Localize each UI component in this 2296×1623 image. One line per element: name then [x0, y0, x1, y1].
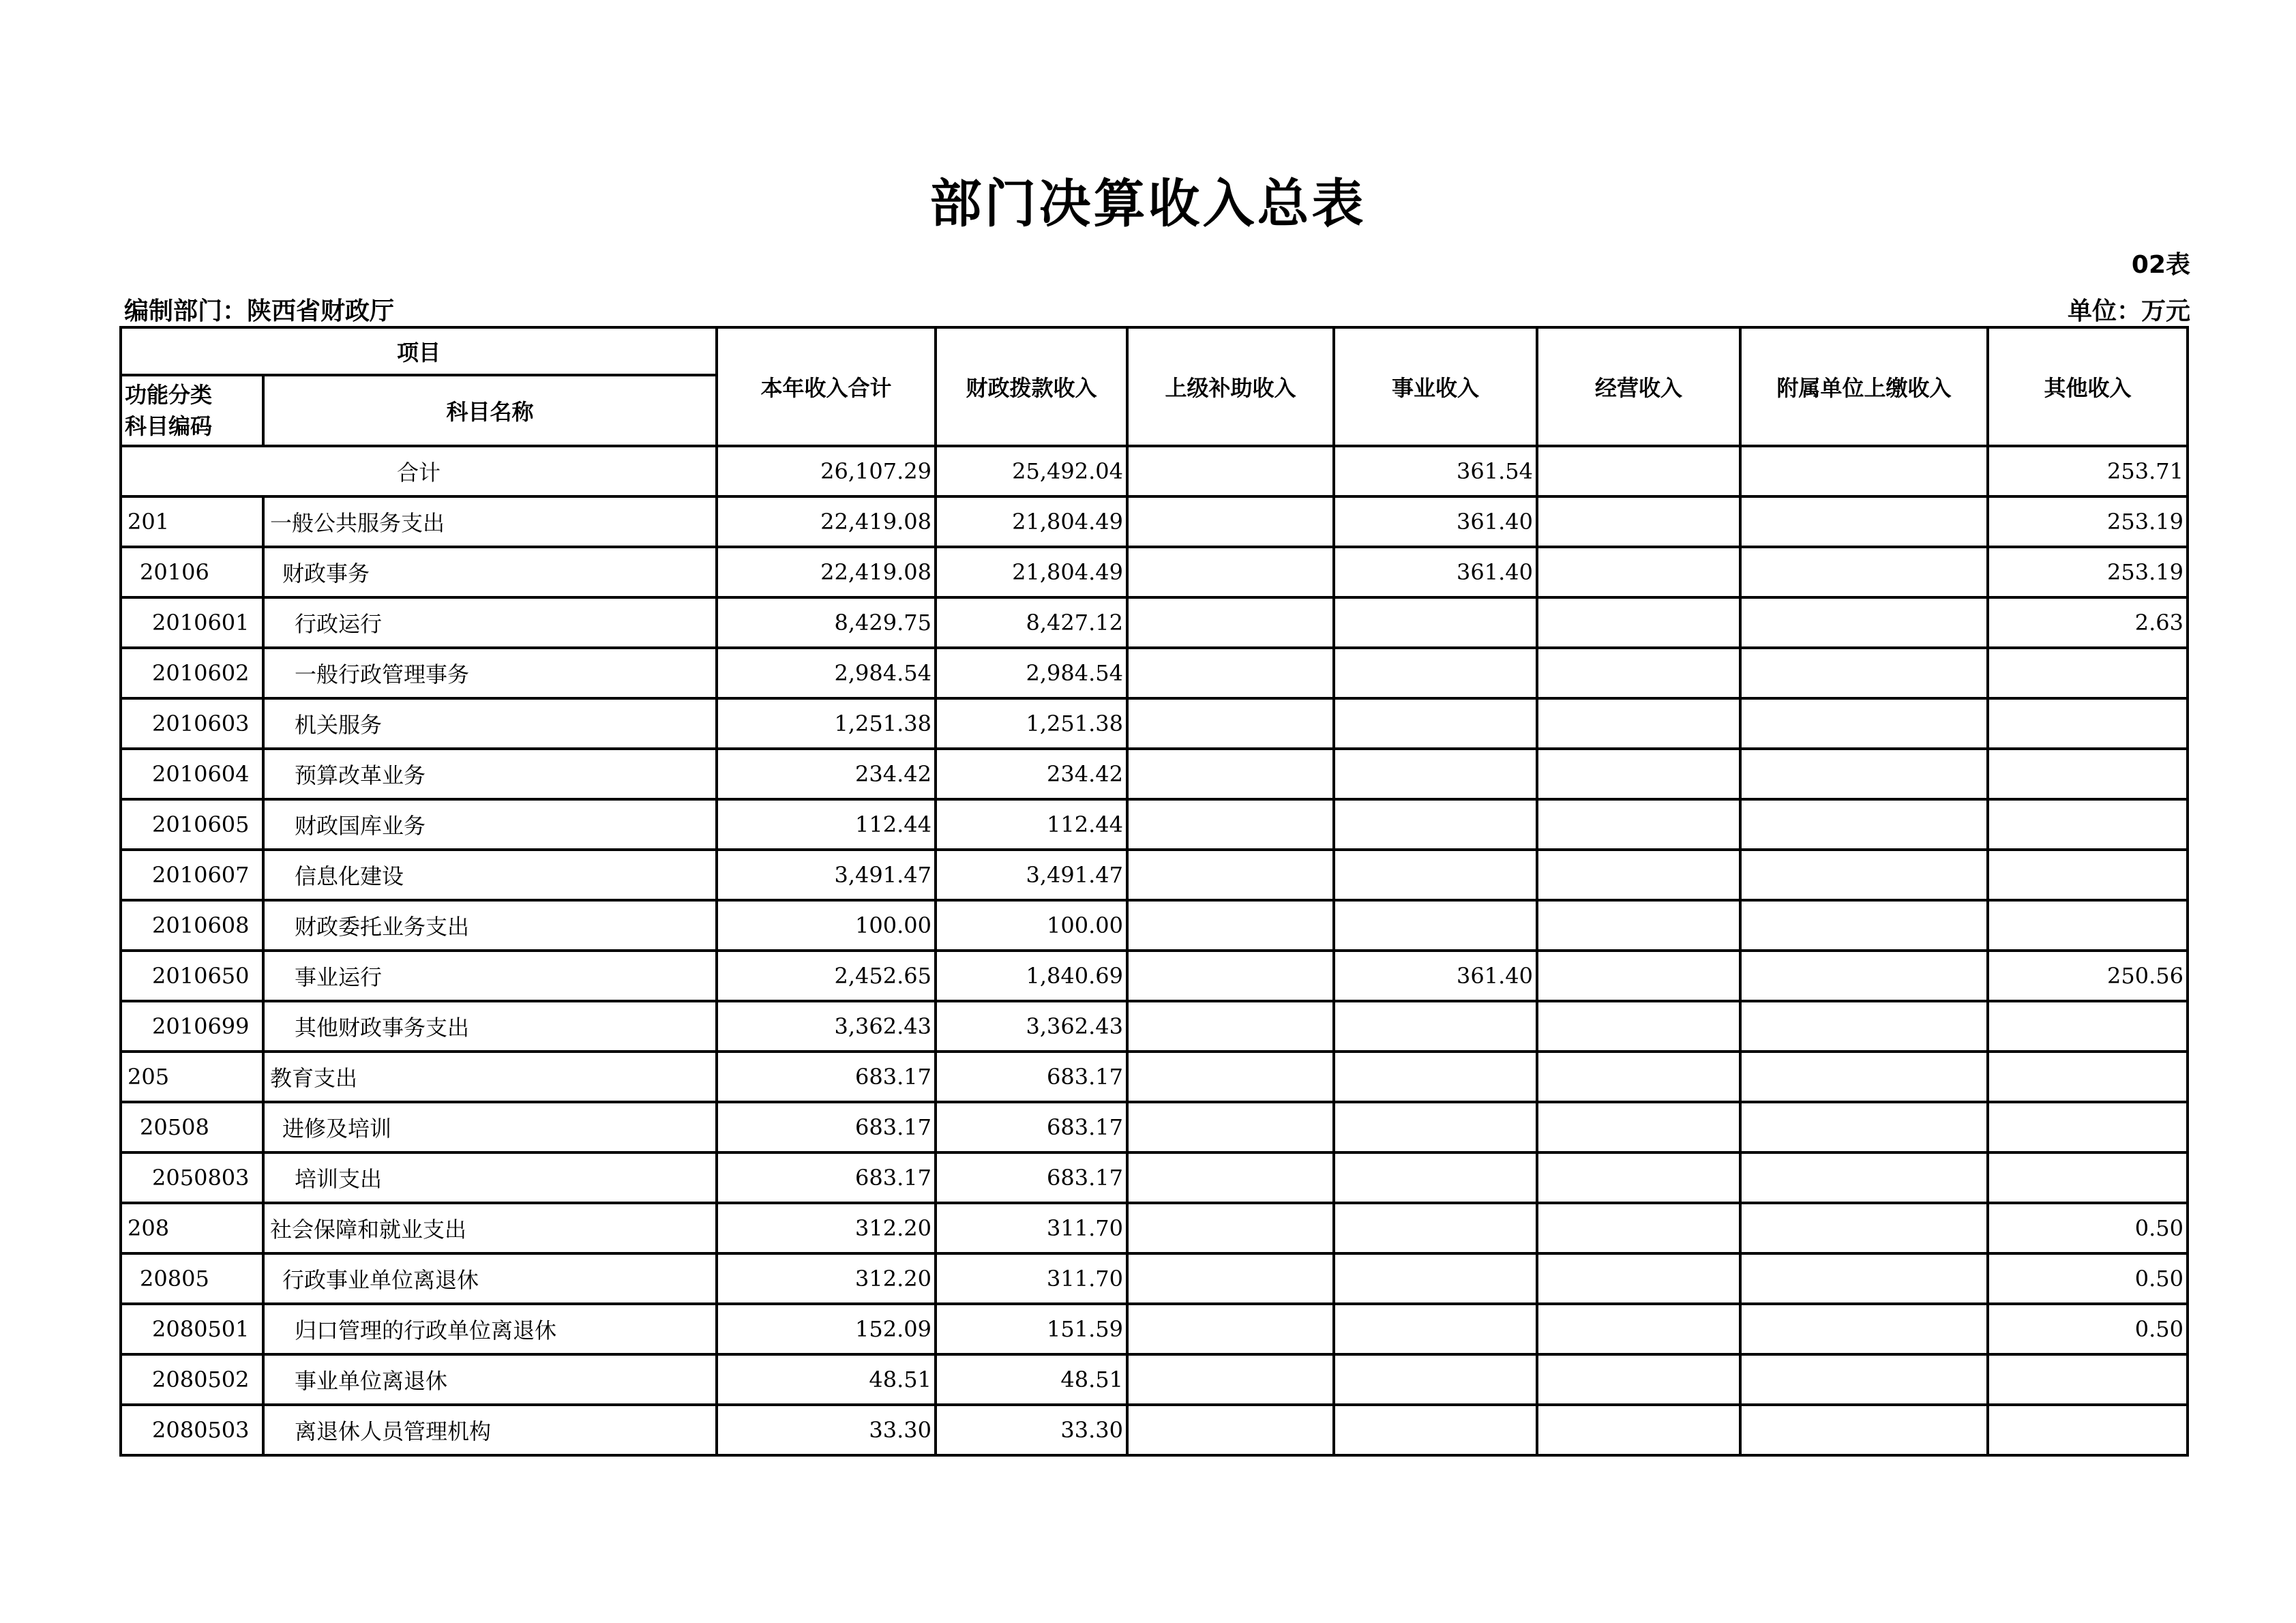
subject-name: 财政国库业务: [263, 799, 717, 850]
amount-cell: 0.50: [1988, 1304, 2188, 1354]
subject-name: 机关服务: [263, 698, 717, 749]
amount-cell: 21,804.49: [936, 496, 1127, 547]
amount-cell: [1537, 496, 1740, 547]
amount-cell: 0.50: [1988, 1253, 2188, 1304]
amount-cell: [1537, 547, 1740, 597]
total-cell: [1127, 446, 1334, 496]
amount-cell: 8,427.12: [936, 597, 1127, 648]
subject-name: 事业运行: [263, 951, 717, 1001]
amount-cell: [1334, 1052, 1537, 1102]
amount-cell: 253.19: [1988, 547, 2188, 597]
table-row: [121, 1304, 2188, 1354]
amount-cell: [1537, 1203, 1740, 1253]
table-row: [121, 1354, 2188, 1405]
amount-cell: 0.50: [1988, 1203, 2188, 1253]
amount-cell: 3,362.43: [717, 1001, 936, 1052]
amount-cell: 683.17: [717, 1102, 936, 1152]
amount-cell: [1740, 496, 1988, 547]
subject-code: 2010604: [121, 749, 263, 799]
table-row: [121, 900, 2188, 951]
amount-cell: 234.42: [717, 749, 936, 799]
amount-cell: [1537, 1001, 1740, 1052]
total-cell: [1537, 446, 1740, 496]
table-row: [121, 496, 2188, 547]
table-row: [121, 1203, 2188, 1253]
table-row: [121, 850, 2188, 900]
total-cell: 361.54: [1334, 446, 1537, 496]
header-col-superior: 上级补助收入: [1127, 327, 1334, 446]
amount-cell: [1537, 648, 1740, 698]
amount-cell: [1127, 1152, 1334, 1203]
amount-cell: [1127, 1001, 1334, 1052]
amount-cell: [1127, 1405, 1334, 1455]
subject-code: 2010608: [121, 900, 263, 951]
amount-cell: 1,840.69: [936, 951, 1127, 1001]
amount-cell: [1740, 900, 1988, 951]
amount-cell: 683.17: [936, 1152, 1127, 1203]
amount-cell: [1740, 1052, 1988, 1102]
table-row: [121, 1052, 2188, 1102]
header-name: 科目名称: [263, 375, 717, 446]
amount-cell: 253.19: [1988, 496, 2188, 547]
total-label: 合计: [121, 446, 717, 496]
subject-code: 2010601: [121, 597, 263, 648]
subject-code: 20508: [121, 1102, 263, 1152]
amount-cell: [1988, 1354, 2188, 1405]
subject-code: 2010605: [121, 799, 263, 850]
amount-cell: 8,429.75: [717, 597, 936, 648]
amount-cell: 21,804.49: [936, 547, 1127, 597]
amount-cell: 3,362.43: [936, 1001, 1127, 1052]
amount-cell: [1740, 850, 1988, 900]
amount-cell: 683.17: [717, 1152, 936, 1203]
header-code-line2: 科目编码: [125, 413, 213, 439]
subject-code: 201: [121, 496, 263, 547]
table-row: [121, 698, 2188, 749]
subject-name: 一般行政管理事务: [263, 648, 717, 698]
amount-cell: [1537, 951, 1740, 1001]
subject-code: 2010603: [121, 698, 263, 749]
table-row: [121, 799, 2188, 850]
amount-cell: [1127, 1253, 1334, 1304]
amount-cell: [1988, 1405, 2188, 1455]
amount-cell: [1537, 850, 1740, 900]
amount-cell: [1127, 1052, 1334, 1102]
amount-cell: [1537, 799, 1740, 850]
subject-code: 2010602: [121, 648, 263, 698]
total-row: [121, 446, 2188, 496]
amount-cell: [1537, 1102, 1740, 1152]
subject-name: 财政事务: [263, 547, 717, 597]
total-cell: 25,492.04: [936, 446, 1127, 496]
amount-cell: 33.30: [936, 1405, 1127, 1455]
amount-cell: [1127, 749, 1334, 799]
amount-cell: [1740, 1001, 1988, 1052]
amount-cell: [1537, 1052, 1740, 1102]
subject-name: 财政委托业务支出: [263, 900, 717, 951]
amount-cell: [1127, 1304, 1334, 1354]
subject-code: 2010607: [121, 850, 263, 900]
amount-cell: [1537, 749, 1740, 799]
header-col-fiscal: 财政拨款收入: [936, 327, 1127, 446]
amount-cell: [1740, 951, 1988, 1001]
amount-cell: [1334, 597, 1537, 648]
amount-cell: 48.51: [717, 1354, 936, 1405]
amount-cell: [1127, 951, 1334, 1001]
total-cell: 253.71: [1988, 446, 2188, 496]
amount-cell: 1,251.38: [717, 698, 936, 749]
amount-cell: [1127, 698, 1334, 749]
amount-cell: [1537, 698, 1740, 749]
amount-cell: 100.00: [936, 900, 1127, 951]
amount-cell: 112.44: [717, 799, 936, 850]
income-summary-table: [119, 326, 2189, 1457]
subject-name: 离退休人员管理机构: [263, 1405, 717, 1455]
amount-cell: [1334, 1304, 1537, 1354]
amount-cell: 2,984.54: [936, 648, 1127, 698]
amount-cell: 151.59: [936, 1304, 1127, 1354]
amount-cell: 2,984.54: [717, 648, 936, 698]
table-row: [121, 1001, 2188, 1052]
table-row: [121, 1405, 2188, 1455]
amount-cell: [1740, 1354, 1988, 1405]
amount-cell: [1988, 1152, 2188, 1203]
subject-name: 一般公共服务支出: [263, 496, 717, 547]
amount-cell: 22,419.08: [717, 547, 936, 597]
amount-cell: [1127, 1354, 1334, 1405]
total-cell: 26,107.29: [717, 446, 936, 496]
amount-cell: [1334, 799, 1537, 850]
amount-cell: [1740, 799, 1988, 850]
amount-cell: [1988, 698, 2188, 749]
amount-cell: [1334, 1354, 1537, 1405]
amount-cell: [1988, 749, 2188, 799]
amount-cell: 234.42: [936, 749, 1127, 799]
amount-cell: [1740, 1203, 1988, 1253]
subject-name: 教育支出: [263, 1052, 717, 1102]
amount-cell: [1988, 900, 2188, 951]
amount-cell: 312.20: [717, 1253, 936, 1304]
table-row: [121, 1152, 2188, 1203]
subject-code: 20106: [121, 547, 263, 597]
amount-cell: [1334, 1203, 1537, 1253]
subject-code: 2010650: [121, 951, 263, 1001]
amount-cell: 2,452.65: [717, 951, 936, 1001]
subject-name: 信息化建设: [263, 850, 717, 900]
unit-label: 单位：万元: [2067, 297, 2190, 325]
amount-cell: [1127, 496, 1334, 547]
amount-cell: [1740, 1152, 1988, 1203]
amount-cell: [1740, 1253, 1988, 1304]
compiling-department: 编制部门：陕西省财政厅: [124, 297, 395, 325]
amount-cell: [1740, 597, 1988, 648]
amount-cell: 33.30: [717, 1405, 936, 1455]
amount-cell: 48.51: [936, 1354, 1127, 1405]
amount-cell: [1537, 1253, 1740, 1304]
subject-code: 2050803: [121, 1152, 263, 1203]
amount-cell: 361.40: [1334, 496, 1537, 547]
amount-cell: [1537, 1354, 1740, 1405]
header-row-1: [121, 327, 2188, 375]
total-cell: [1740, 446, 1988, 496]
amount-cell: [1127, 648, 1334, 698]
amount-cell: [1537, 597, 1740, 648]
amount-cell: [1334, 1152, 1537, 1203]
header-col-business: 事业收入: [1334, 327, 1537, 446]
table-row: [121, 749, 2188, 799]
amount-cell: [1334, 1405, 1537, 1455]
amount-cell: 361.40: [1334, 547, 1537, 597]
amount-cell: 1,251.38: [936, 698, 1127, 749]
subject-code: 2080502: [121, 1354, 263, 1405]
amount-cell: [1740, 698, 1988, 749]
subject-name: 归口管理的行政单位离退休: [263, 1304, 717, 1354]
header-code-line1: 功能分类: [125, 382, 213, 408]
table-row: [121, 1102, 2188, 1152]
header-col-operating: 经营收入: [1537, 327, 1740, 446]
subject-name: 进修及培训: [263, 1102, 717, 1152]
subject-name: 其他财政事务支出: [263, 1001, 717, 1052]
header-code: [121, 375, 263, 446]
subject-name: 行政事业单位离退休: [263, 1253, 717, 1304]
subject-code: 208: [121, 1203, 263, 1253]
amount-cell: 3,491.47: [936, 850, 1127, 900]
amount-cell: [1988, 799, 2188, 850]
amount-cell: [1127, 1102, 1334, 1152]
amount-cell: [1537, 900, 1740, 951]
amount-cell: [1127, 547, 1334, 597]
amount-cell: 100.00: [717, 900, 936, 951]
amount-cell: [1127, 900, 1334, 951]
subject-code: 2080501: [121, 1304, 263, 1354]
table-row: [121, 547, 2188, 597]
amount-cell: 361.40: [1334, 951, 1537, 1001]
subject-code: 205: [121, 1052, 263, 1102]
subject-code: 2010699: [121, 1001, 263, 1052]
amount-cell: [1127, 597, 1334, 648]
subject-code: 2080503: [121, 1405, 263, 1455]
amount-cell: [1334, 749, 1537, 799]
amount-cell: [1537, 1152, 1740, 1203]
amount-cell: 152.09: [717, 1304, 936, 1354]
form-number: 02表: [2131, 251, 2190, 279]
subject-name: 事业单位离退休: [263, 1354, 717, 1405]
header-col-other: 其他收入: [1988, 327, 2188, 446]
amount-cell: 250.56: [1988, 951, 2188, 1001]
amount-cell: 311.70: [936, 1203, 1127, 1253]
amount-cell: [1127, 1203, 1334, 1253]
amount-cell: [1334, 900, 1537, 951]
subject-name: 培训支出: [263, 1152, 717, 1203]
table-row: [121, 648, 2188, 698]
amount-cell: [1740, 547, 1988, 597]
amount-cell: [1127, 799, 1334, 850]
amount-cell: [1537, 1304, 1740, 1354]
amount-cell: 22,419.08: [717, 496, 936, 547]
amount-cell: [1988, 1102, 2188, 1152]
amount-cell: 683.17: [936, 1052, 1127, 1102]
amount-cell: [1988, 850, 2188, 900]
amount-cell: 312.20: [717, 1203, 936, 1253]
amount-cell: [1334, 698, 1537, 749]
amount-cell: [1740, 648, 1988, 698]
amount-cell: [1988, 1001, 2188, 1052]
amount-cell: [1334, 1253, 1537, 1304]
amount-cell: 683.17: [936, 1102, 1127, 1152]
amount-cell: 3,491.47: [717, 850, 936, 900]
table-row: [121, 1253, 2188, 1304]
amount-cell: 112.44: [936, 799, 1127, 850]
amount-cell: [1334, 1001, 1537, 1052]
page-title: 部门决算收入总表: [929, 173, 1367, 234]
subject-name: 行政运行: [263, 597, 717, 648]
amount-cell: [1988, 1052, 2188, 1102]
amount-cell: 2.63: [1988, 597, 2188, 648]
header-col-total: 本年收入合计: [717, 327, 936, 446]
subject-code: 20805: [121, 1253, 263, 1304]
amount-cell: 683.17: [717, 1052, 936, 1102]
amount-cell: [1334, 648, 1537, 698]
amount-cell: [1127, 850, 1334, 900]
amount-cell: [1988, 648, 2188, 698]
amount-cell: [1740, 749, 1988, 799]
header-project: 项目: [121, 327, 717, 375]
amount-cell: [1334, 850, 1537, 900]
amount-cell: 311.70: [936, 1253, 1127, 1304]
amount-cell: [1740, 1102, 1988, 1152]
subject-name: 预算改革业务: [263, 749, 717, 799]
amount-cell: [1537, 1405, 1740, 1455]
table-row: [121, 951, 2188, 1001]
subject-name: 社会保障和就业支出: [263, 1203, 717, 1253]
amount-cell: [1740, 1304, 1988, 1354]
table-row: [121, 597, 2188, 648]
amount-cell: [1740, 1405, 1988, 1455]
header-col-affiliated: 附属单位上缴收入: [1740, 327, 1988, 446]
amount-cell: [1334, 1102, 1537, 1152]
